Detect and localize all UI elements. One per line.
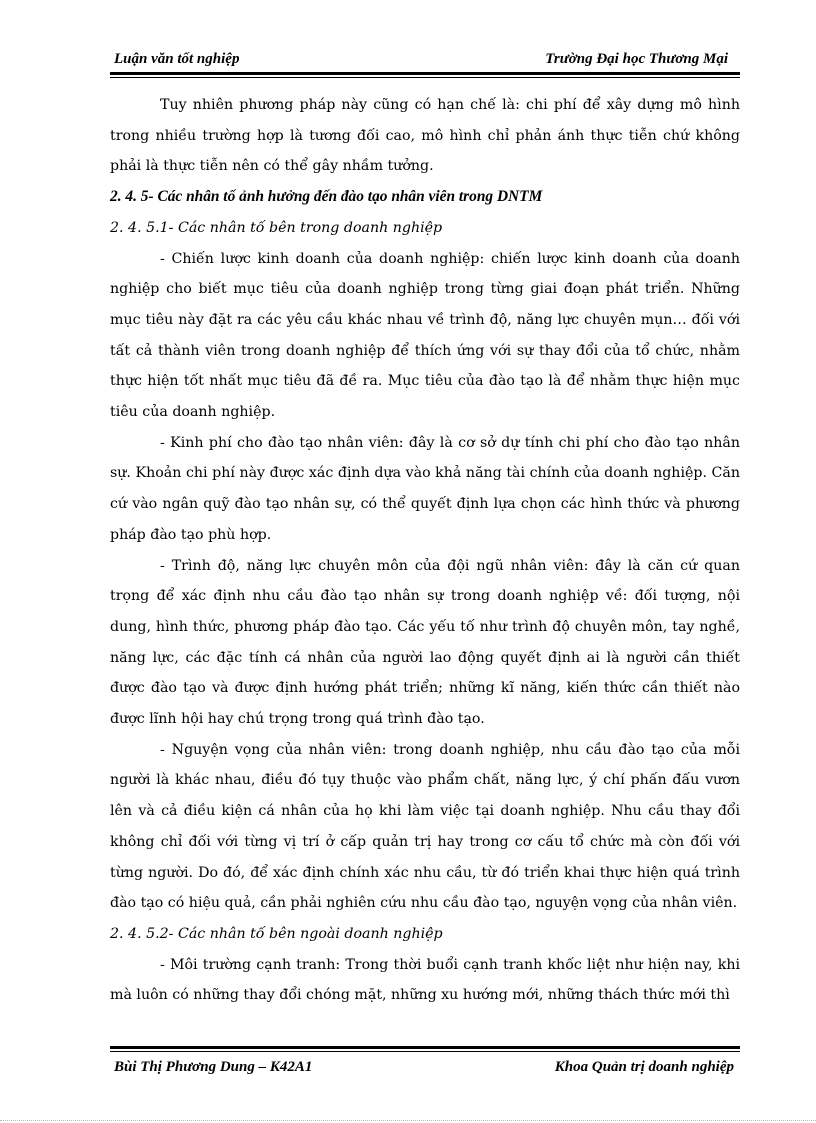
subsection-heading: 2. 4. 5.2- Các nhân tố bên ngoài doanh nghiệp bbox=[110, 925, 443, 942]
section-heading: 2. 4. 5- Các nhân tố ảnh hưởng đến đào tạo nhân viên trong DNTM bbox=[110, 188, 543, 206]
header-rule-thin bbox=[110, 77, 740, 78]
paragraph: - Môi trường cạnh tranh: Trong thời buổi cạnh tranh khốc liệt như hiện nay, khi mà luôn có những thay đổi chóng mặt, những xu hướng mới, những thách thức mới thì bbox=[110, 956, 740, 1004]
header-thesis-label: Luận văn tốt nghiệp bbox=[114, 51, 240, 67]
page-bottom-dotted-line bbox=[0, 1120, 816, 1121]
header-rule bbox=[110, 72, 740, 75]
footer-faculty-label: Khoa Quản trị doanh nghiệp bbox=[554, 1059, 734, 1075]
paragraph: - Kinh phí cho đào tạo nhân viên: đây là cơ sở dự tính chi phí cho đào tạo nhân sự. Khoản chi phí này được xác định dựa vào khả năng tài chính của doanh nghiệp. Căn cứ vào ngân quỹ đào tạo nhân sự, có thể quyết định lựa chọn các hình thức và phương pháp đào tạo phù hợp. bbox=[110, 434, 740, 543]
page-header bbox=[110, 48, 740, 74]
paragraph: - Trình độ, năng lực chuyên môn của đội ngũ nhân viên: đây là căn cứ quan trọng để xác định nhu cầu đào tạo nhân sự trong doanh nghiệp về: đối tượng, nội dung, hình thức, phương pháp đào tạo. Các yếu tố như trình độ chuyên môn, tay nghề, năng lực, các đặc tính cá nhân của người lao động quyết định ai là người cần thiết được đào tạo và được định hướng phát triển; những kĩ năng, kiến thức cần thiết nào được lĩnh hội hay chú trọng trong quá trình đào tạo. bbox=[110, 557, 740, 728]
document-body bbox=[110, 90, 740, 1011]
footer-author-label: Bùi Thị Phương Dung – K42A1 bbox=[114, 1059, 313, 1075]
footer-rule bbox=[110, 1046, 740, 1049]
footer-rule-thin bbox=[110, 1051, 740, 1052]
paragraph: - Nguyện vọng của nhân viên: trong doanh nghiệp, nhu cầu đào tạo của mỗi người là khác nhau, điều đó tụy thuộc vào phẩm chất, năng lực, ý chí phấn đấu vươn lên và cả điều kiện cá nhân của họ khi làm việc tại doanh nghiệp. Nhu cầu thay đổi không chỉ đối với từng vị trí ở cấp quản trị hay trong cơ cấu tổ chức mà còn đối với từng người. Do đó, để xác định chính xác nhu cầu, từ đó triển khai thực hiện quá trình đào tạo có hiệu quả, cần phải nghiên cứu nhu cầu đào tạo, nguyện vọng của nhân viên. bbox=[110, 741, 740, 912]
page-footer bbox=[110, 1046, 740, 1086]
paragraph: - Chiến lược kinh doanh của doanh nghiệp: chiến lược kinh doanh của doanh nghiệp cho biết mục tiêu của doanh nghiệp trong từng giai đoạn phát triển. Những mục tiêu này đặt ra các yêu cầu khác nhau về trình độ, năng lực chuyên mụn… đối với tất cả thành viên trong doanh nghiệp để thích ứng với sự thay đổi của tổ chức, nhằm thực hiện tốt nhất mục tiêu đã đề ra. Mục tiêu của đào tạo là để nhằm thực hiện mục tiêu của doanh nghiệp. bbox=[110, 250, 740, 421]
paragraph: Tuy nhiên phương pháp này cũng có hạn chế là: chi phí để xây dựng mô hình trong nhiều trường hợp là tương đối cao, mô hình chỉ phản ánh thực tiễn chứ không phải là thực tiễn nên có thể gây nhầm tưởng. bbox=[110, 97, 740, 175]
header-university-label: Trường Đại học Thương Mại bbox=[545, 51, 728, 67]
subsection-heading: 2. 4. 5.1- Các nhân tố bên trong doanh nghiệp bbox=[110, 219, 443, 236]
